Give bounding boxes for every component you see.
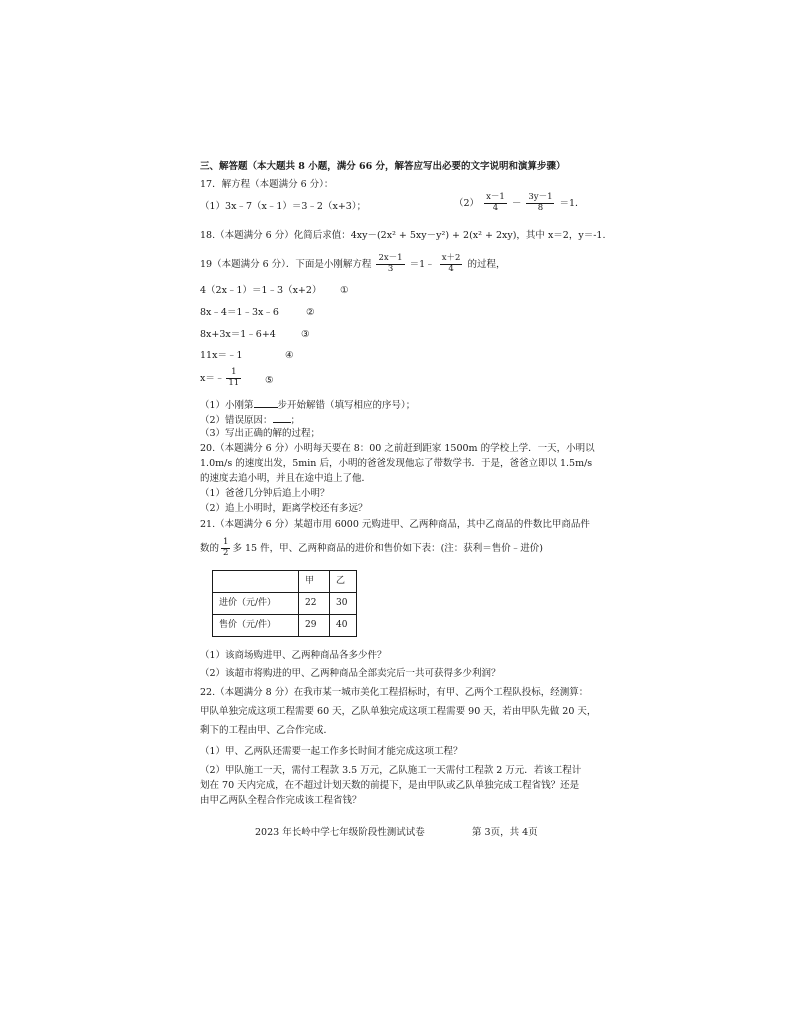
q17-part2: （2） $\frac{x-1}{4}$ － $\frac{3y-1}{8}$ ＝1． (454, 192, 585, 213)
q19-heading: 19（本题满分 6 分）．下面是小刚解方程 $\frac{2x-1}{3}$ ＝1﹣ $\frac{x+2}{4}$ 的过程， (200, 253, 506, 274)
q17-fraction-1: $\frac{x-1}{4}$ (486, 192, 505, 213)
table-cell: 30 (330, 593, 357, 615)
q17-heading: 17．解方程（本题满分 6 分）： (200, 179, 334, 190)
footer-page-number: 第 3页，共 4页 (472, 827, 538, 838)
q19-sub-2: （2）错误原因： ； (200, 415, 301, 426)
q21-line-2: 数的 $\frac{1}{2}$ 多 15 件，甲、乙两种商品的进价和售价如下表：(注：获利＝售价﹣进价) (200, 537, 543, 558)
q19-fraction-1: $\frac{2x-1}{3}$ (378, 253, 403, 274)
table-cell (213, 571, 299, 593)
q19-mark-1: ① (340, 285, 349, 296)
table-header-jia: 甲 (299, 571, 330, 593)
table-header-row (213, 571, 357, 593)
q20-sub-2: （2）追上小明时，距离学校还有多远？ (200, 503, 368, 514)
q22-line-3: 剩下的工程由甲、乙合作完成． (200, 725, 334, 736)
q20-line-3: 的速度去追小明，并且在途中追上了他． (200, 473, 372, 484)
q17-part1: （1）3x﹣7（x﹣1）＝3﹣2（x+3）； (200, 201, 367, 212)
q19-mark-3: ③ (301, 329, 310, 340)
q19-fraction-2: $\frac{x+2}{4}$ (441, 253, 461, 274)
table-cell: 29 (299, 615, 330, 637)
table-header-yi: 乙 (330, 571, 357, 593)
q22-sub-2-line-3: 由甲乙两队全程合作完成该工程省钱？ (200, 795, 362, 806)
table-cell: 进价（元/件） (213, 593, 299, 615)
q19-mark-5: ⑤ (265, 375, 274, 386)
table-row (213, 615, 357, 637)
price-table (212, 570, 357, 637)
q19-step-4: 11x＝﹣1 (200, 350, 243, 361)
q22-sub-2-line-1: （2）甲队施工一天，需付工程款 3.5 万元，乙队施工一天需付工程款 2 万元．若该工程计 (200, 765, 582, 776)
table-cell: 40 (330, 615, 357, 637)
table-cell: 22 (299, 593, 330, 615)
q22-line-2: 甲队单独完成这项工程需要 60 天，乙队单独完成这项工程需要 90 天，若由甲队先做 20 天， (200, 706, 597, 717)
q19-step5-fraction: $\frac{1}{11}$ (228, 367, 240, 388)
q21-sub-1: （1）该商场购进甲、乙两种商品各多少件？ (200, 650, 387, 661)
q18-text: 18.（本题满分 6 分）化简后求值：4xy－(2x² + 5xy－y²) + 2(x² + 2xy)，其中 x＝2，y＝-1. (200, 230, 606, 241)
footer-title: 2023 年长岭中学七年级阶段性测试试卷 (255, 827, 425, 838)
q22-line-1: 22.（本题满分 8 分）在我市某一城市美化工程招标时，有甲、乙两个工程队投标，经测算： (200, 687, 589, 698)
q19-answer-blank-1[interactable] (254, 398, 278, 408)
q19-step-2: 8x﹣4＝1﹣3x﹣6 (200, 307, 279, 318)
q22-sub-1: （1）甲、乙两队还需要一起工作多长时间才能完成这项工程？ (200, 746, 463, 757)
q20-line-1: 20.（本题满分 6 分）小明每天要在 8：00 之前赶到距家 1500m 的学校上学．一天，小明以 (200, 443, 595, 454)
q19-answer-blank-2[interactable] (273, 413, 291, 423)
q21-half-fraction: $\frac{1}{2}$ (223, 537, 229, 558)
table-cell: 售价（元/件） (213, 615, 299, 637)
q17-fraction-2: $\frac{3y-1}{8}$ (528, 192, 553, 213)
q19-step-3: 8x+3x＝1﹣6+4 (200, 329, 276, 340)
q20-sub-1: （1）爸爸几分钟后追上小明？ (200, 488, 330, 499)
q20-line-2: 1.0m/s 的速度出发，5min 后，小明的爸爸发现他忘了带数学书．于是，爸爸立即以 1.5m/s (200, 458, 593, 469)
q19-mark-2: ② (306, 307, 315, 318)
q19-step-5: x＝﹣ $\frac{1}{11}$ (200, 367, 240, 388)
q21-sub-2: （2）该超市将购进的甲、乙两种商品全部卖完后一共可获得多少利润？ (200, 668, 501, 679)
section-title: 三、解答题（本大题共 8 小题，满分 66 分，解答应写出必要的文字说明和演算步骤） (200, 161, 566, 172)
q19-step-1: 4（2x﹣1）＝1﹣3（x+2） (200, 285, 322, 296)
q19-sub-3: （3）写出正确的解的过程； (200, 428, 321, 439)
q21-line-1: 21.（本题满分 6 分）某超市用 6000 元购进甲、乙两种商品，其中乙商品的件数比甲商品件 (200, 519, 590, 530)
q19-sub-1: （1）小刚第 步开始解错（填写相应的序号）； (200, 400, 416, 411)
q19-mark-4: ④ (285, 350, 294, 361)
table-row (213, 593, 357, 615)
q22-sub-2-line-2: 划在 70 天内完成，在不超过计划天数的前提下，是由甲队或乙队单独完成工程省钱？还是 (200, 780, 580, 791)
